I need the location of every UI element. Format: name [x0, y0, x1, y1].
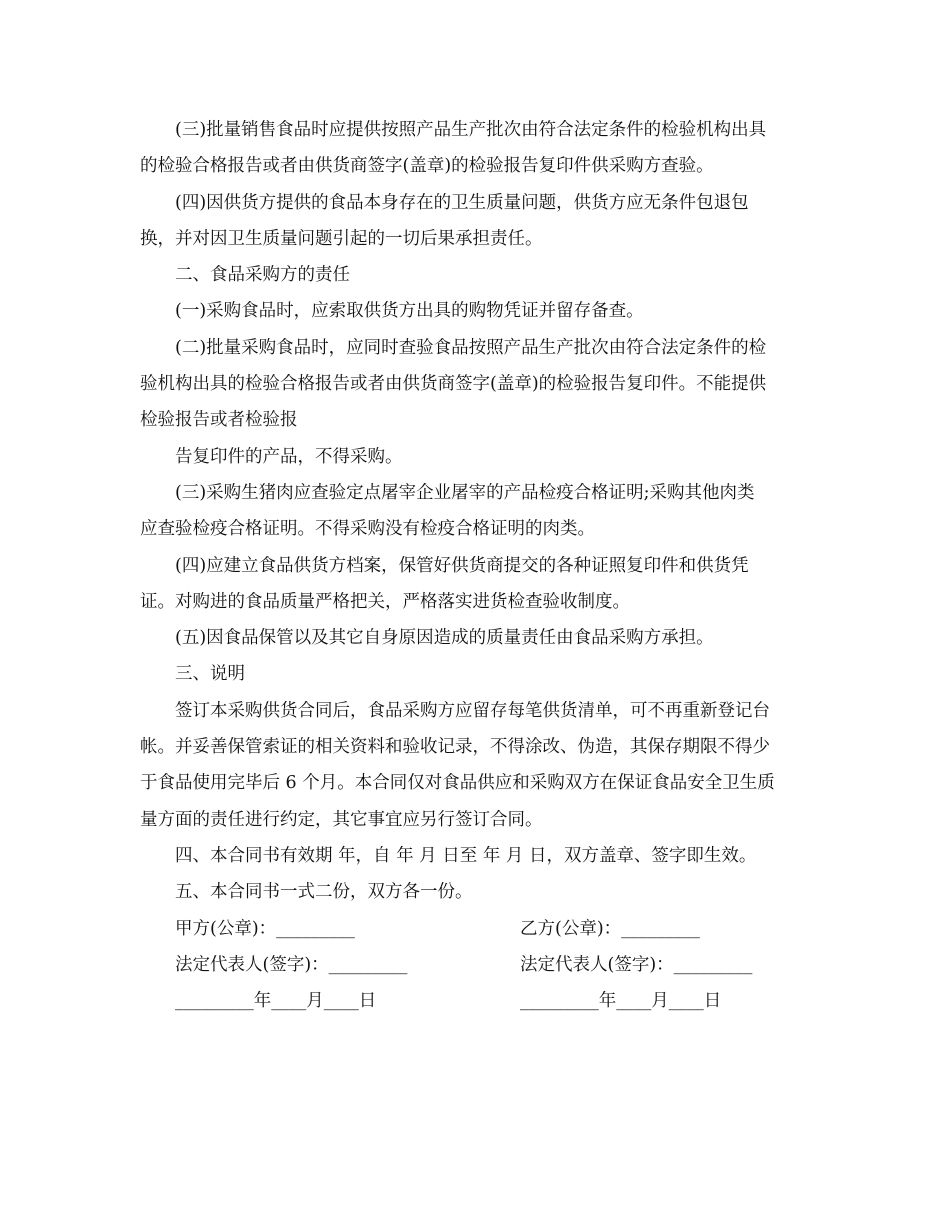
text-line: 量方面的责任进行约定，其它事宜应另行签订合同。 — [140, 809, 543, 830]
text-line: (二)批量采购食品时，应同时查验食品按照产品生产批次由符合法定条件的检 — [175, 337, 767, 358]
text-line: 于食品使用完毕后 6 个月。本合同仅对食品供应和采购双方在保证食品安全卫生质 — [140, 773, 775, 794]
text-line: 三、说明 — [175, 664, 245, 685]
text-line: (一)采购食品时，应索取供货方出具的购物凭证并留存备查。 — [175, 301, 644, 322]
text-line: 换，并对因卫生质量问题引起的一切后果承担责任。 — [140, 228, 543, 249]
signature-row-representative — [140, 947, 816, 983]
party-b-date: _________年____月____日 — [520, 991, 722, 1012]
text-line: 的检验合格报告或者由供货商签字(盖章)的检验报告复印件供采购方查验。 — [140, 156, 714, 177]
text-line: (三)批量销售食品时应提供按照产品生产批次由符合法定条件的检验机构出具 — [175, 120, 767, 140]
text-line: 帐。并妥善保管索证的相关资料和验收记录，不得涂改、伪造，其保存期限不得少 — [140, 737, 770, 758]
text-line: (三)采购生猪肉应查验定点屠宰企业屠宰的产品检疫合格证明;采购其他肉类 — [175, 482, 755, 503]
text-line: 检验报告或者检验报 — [140, 410, 298, 431]
text-line: 二、食品采购方的责任 — [175, 265, 350, 286]
party-a-date: _________年____月____日 — [175, 991, 377, 1012]
signature-row-seal — [140, 911, 816, 947]
party-a-seal: 甲方(公章)：_________ — [175, 918, 355, 939]
text-line: 五、本合同书一式二份，双方各一份。 — [175, 882, 473, 903]
party-a-representative: 法定代表人(签字)：_________ — [175, 954, 408, 975]
text-line: (四)应建立食品供货方档案，保管好供货商提交的各种证照复印件和供货凭 — [175, 555, 749, 576]
text-line: 应查验检疫合格证明。不得采购没有检疫合格证明的肉类。 — [140, 519, 595, 540]
signature-row-date — [140, 983, 816, 1019]
text-line: 告复印件的产品，不得采购。 — [175, 446, 403, 467]
document-body — [140, 112, 816, 1019]
text-line: 证。对购进的食品质量严格把关，严格落实进货检查验收制度。 — [140, 591, 630, 612]
text-line: 验机构出具的检验合格报告或者由供货商签字(盖章)的检验报告复印件。不能提供 — [140, 374, 767, 395]
text-line: 四、本合同书有效期 年，自 年 月 日至 年 月 日，双方盖章、签字即生效。 — [175, 845, 757, 866]
text-line: (四)因供货方提供的食品本身存在的卫生质量问题，供货方应无条件包退包 — [175, 192, 749, 213]
text-line: (五)因食品保管以及其它自身原因造成的质量责任由食品采购方承担。 — [175, 628, 714, 649]
paragraph-lines — [140, 112, 816, 911]
party-b-representative: 法定代表人(签字)：_________ — [520, 954, 753, 975]
text-line: 签订本采购供货合同后，食品采购方应留存每笔供货清单，可不再重新登记台 — [175, 700, 770, 721]
party-b-seal: 乙方(公章)：_________ — [520, 918, 700, 939]
